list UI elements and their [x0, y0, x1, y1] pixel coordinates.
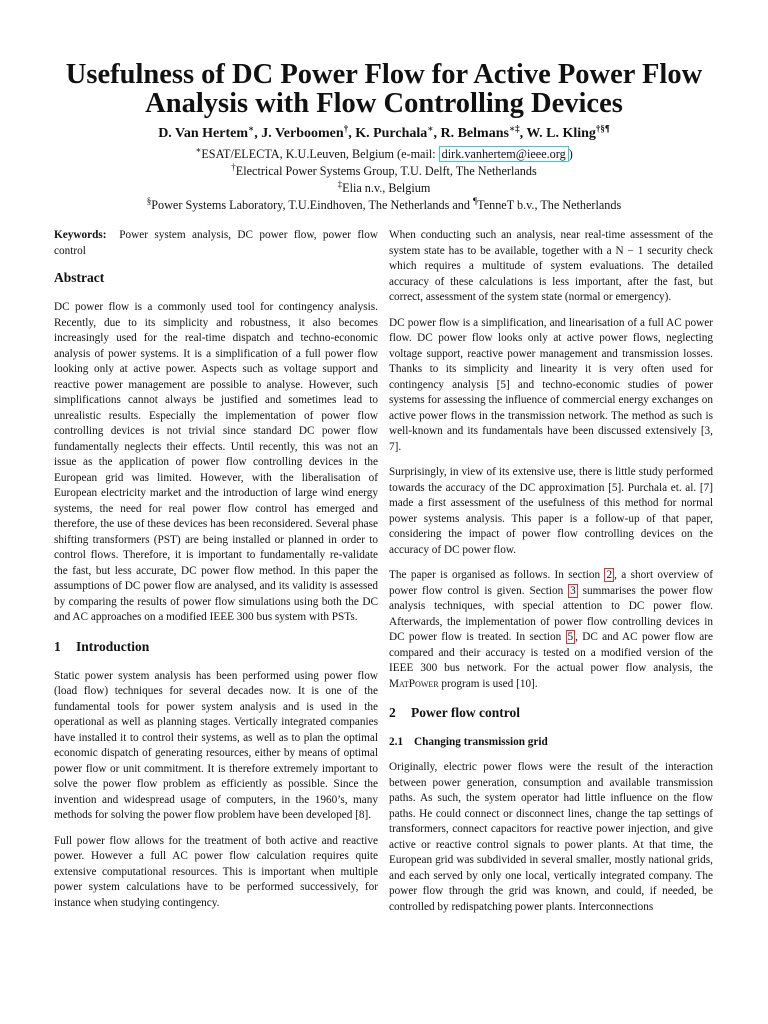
email-link[interactable]: dirk.vanhertem@ieee.org	[439, 146, 569, 162]
right-column	[389, 228, 713, 925]
abstract-heading: Abstract	[54, 270, 105, 285]
affiliation-3: ‡Elia n.v., Belgium	[337, 178, 431, 195]
author-name: R. Belmans	[440, 126, 509, 141]
section-link-2[interactable]: 2	[606, 569, 613, 581]
paragraph: The paper is organised as follows. In section 2 , a short overview of power flow control is given. Section 3 summarises the power flow analysis techniques, with special attention to DC power flow. Afterwards, the implementation of power flow controlling devices in DC power flow is treated. In section 5 , DC and AC power flow are compared and their accuracy is tested on a modified version of the IEEE 300 bus network. For the actual power flow analysis, the MatPower program is used [10].	[389, 569, 713, 690]
author-list: D. Van Hertem∗, J. Verboomen†, K. Purchala∗, R. Belmans∗‡, W. L. Kling†§¶	[158, 123, 610, 141]
left-column	[54, 228, 378, 921]
paragraph: Full power flow allows for the treatment of both active and reactive power. However a full AC power flow calculation requires quite extensive computational resources. This is important when multiple power system calculations have to be performed successively, for instance when studying contingency.	[54, 834, 378, 909]
section-link-5[interactable]: 5	[567, 631, 574, 643]
abstract-text: DC power flow is a commonly used tool for contingency analysis. Recently, due to its simplicity and robustness, it also becomes increasingly used for the real-time dispatch and techno-economic analysis of power systems. It is a simplification of a full power flow looking only at active power. Aspects such as voltage support and reactive power management are possible to analyse. However, such simplifications cannot always be justified and sometimes lead to unrealistic results. Especially the implementation of power flow controlling devices is not trivial since standard DC power flow fundamentally neglects their effects. Until recently, this was not an issue as the application of power flow controlling devices in the European grid was limited. However, with the liberalisation of European electricity market and the introduction of large wind energy systems, the need for real power flow control has emerged and therefore, the use of these devices has been reconsidered. Several phase shifting transformers (PST) are being installed or planned in order to control flows. Therefore, it is important to fundamentally re-validate the fast, but less accurate, DC power flow method. In this paper the assumptions of DC power flow are analysed, and its validity is assessed by comparing the results of power flow simulations using both the DC and AC approaches on a modified IEEE 300 bus system with PSTs.	[54, 301, 378, 623]
author-name: W. L. Kling	[526, 126, 596, 141]
affiliation-4: §Power Systems Laboratory, T.U.Eindhoven, The Netherlands and ¶TenneT b.v., The Netherlands	[146, 195, 622, 212]
subsection-heading: 2.1 Changing transmission grid	[389, 736, 548, 748]
author-name: K. Purchala	[355, 126, 428, 141]
author-mark: †	[343, 123, 349, 134]
author-mark: †§¶	[595, 123, 610, 134]
author-name: D. Van Hertem	[158, 126, 249, 141]
paragraph: Surprisingly, in view of its extensive use, there is little study performed towards the accuracy of the DC approximation [5]. Purchala et. al. [7] made a first assessment of the usefulness of this method for normal power systems analysis. This paper is a follow-up of that paper, considering the impact of power flow controlling devices on the accuracy of DC power flow.	[389, 466, 713, 556]
author-mark: ∗	[248, 123, 255, 134]
paragraph: When conducting such an analysis, near real-time assessment of the system state has to be available, together with a N − 1 security check which requires a multitude of system evaluations. The detailed accuracy of these calculations is less important, after the fast, but correct, assessment of the system state (normal or emergency).	[389, 229, 713, 303]
paper-title: Usefulness of DC Power Flow for Active Power Flow Analysis with Flow Controlling Devices	[65, 59, 703, 119]
keywords: Keywords: Power system analysis, DC power flow, power flow control	[54, 229, 379, 257]
paragraph: Static power system analysis has been performed using power flow (load flow) techniques for several decades now. It is one of the fundamental tools for power system analysis and is used in the operational as well as planning stages. Vertically integrated companies have installed it to control their systems, as well as to plan the optimal economic dispatch of generating resources, either by means of optimal power flow or unit commitment. It is therefore extremely important to solve the power flow problem as efficiently as possible. Since the invention and widespread usage of computers, in the 1960’s, many methods for solving the power flow problem have been developed [8].	[54, 669, 378, 821]
author-mark: ∗‡	[508, 123, 520, 134]
section-heading-power-flow-control: 2 Power flow control	[389, 705, 520, 720]
section-link-3[interactable]: 3	[570, 584, 576, 597]
paragraph: Originally, electric power flows were the result of the interaction between power generation, consumption and available transmission paths. As such, the system operator had little influence on the flow paths. He could connect or disconnect lines, change the tap settings of transformers, connect capacitors for reactive power injection, and give active or reactive control signals to power plants. At that time, the European grid was subdivided in several smaller, mostly national grids, and each served by only one local, vertically integrated company. The power flow through the grid was known, and could, if needed, be controlled by redispatching power plants. Interconnections	[389, 761, 713, 913]
author-mark: ∗	[427, 123, 434, 134]
section-heading-introduction: 1 Introduction	[54, 638, 150, 654]
author-name: J. Verboomen	[261, 126, 344, 141]
affiliation-1: ∗ESAT/ELECTA, K.U.Leuven, Belgium (e-mail: dirk.vanhertem@ieee.org )	[195, 144, 573, 161]
affiliation-2: †Electrical Power Systems Group, T.U. Delft, The Netherlands	[231, 161, 537, 178]
paragraph: DC power flow is a simplification, and linearisation of a full AC power flow. DC power flow looks only at active power flows, neglecting voltage support, reactive power management and transmission losses. Thanks to its simplicity and linearity it is very often used for contingency analysis [5] and techno-economic studies of power systems for assessing the influence of commercial energy exchanges on active power flows in the transmission network. The method as such is well-known and its fundamentals have been discussed extensively [3, 7].	[389, 316, 713, 453]
